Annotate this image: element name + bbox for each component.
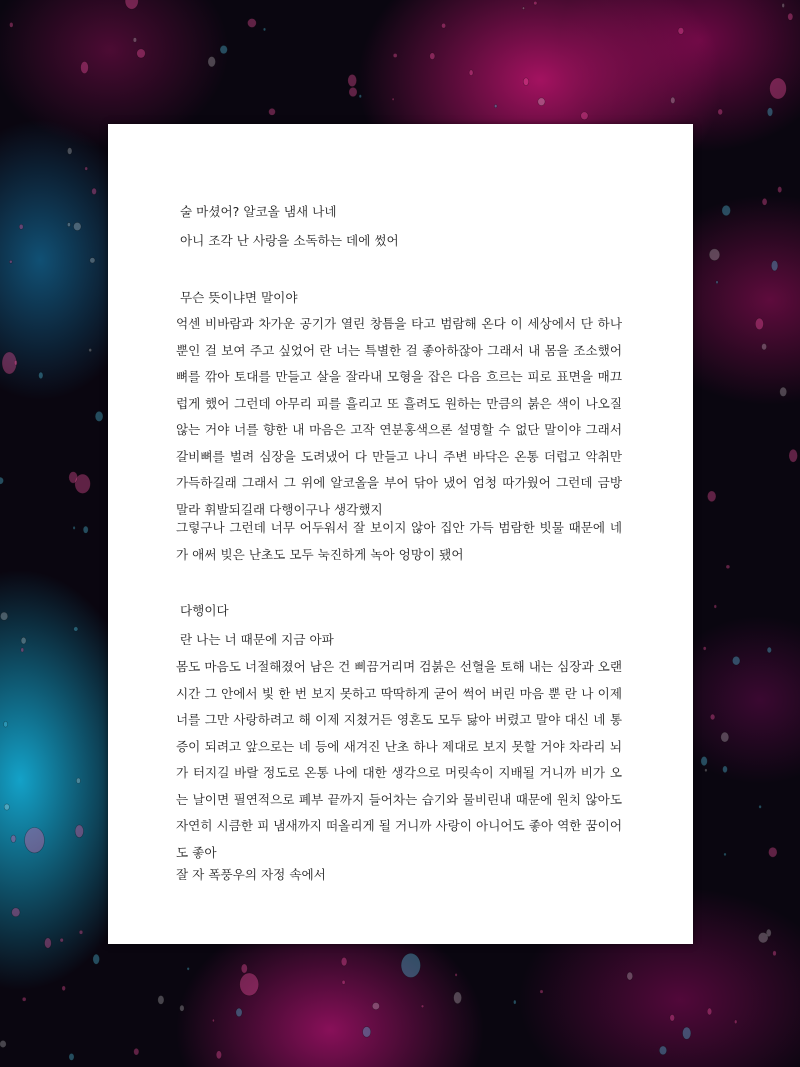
raindrop [718,109,723,115]
raindrop [133,38,136,43]
raindrop [726,565,730,569]
raindrop [69,472,78,484]
raindrop [770,78,787,99]
raindrop [670,1015,675,1022]
raindrop [67,223,70,227]
raindrop [19,224,23,229]
raindrop [723,766,728,773]
raindrop [767,108,772,117]
raindrop [755,318,763,330]
raindrop [716,281,718,284]
raindrop [85,167,88,170]
raindrop [659,1046,666,1055]
raindrop [92,188,97,194]
raindrop [421,1005,424,1008]
raindrop [789,449,798,462]
raindrop [95,411,103,421]
raindrop [14,360,17,365]
raindrop [494,105,497,108]
raindrop [241,964,247,973]
raindrop [187,967,189,970]
raindrop [767,647,771,653]
raindrop [12,908,20,917]
raindrop [759,805,762,808]
raindrop [22,997,26,1001]
raindrop [9,260,12,263]
text-page [108,124,693,944]
raindrop [734,1020,737,1024]
raindrop [0,477,4,484]
raindrop [341,957,347,966]
raindrop [671,97,675,103]
raindrop [11,835,16,842]
raindrop [707,1008,712,1015]
raindrop [707,491,716,502]
text-line-1: 술 마셨어? 알코올 냄새 나네 [180,204,337,219]
raindrop [762,198,767,205]
raindrop [79,930,83,934]
raindrop [81,61,89,73]
raindrop [269,108,276,115]
paragraph-2: 그렇구나 그런데 너무 어두워서 잘 보이지 않아 집안 가득 범람한 빗물 때문에 네가 애써 빚은 난초도 모두 눅진하게 녹아 엉망이 됐어 [176,520,622,562]
raindrop [514,1000,517,1004]
raindrop [125,0,138,9]
raindrop [69,1053,74,1060]
paragraph-3: 몸도 마음도 너절해졌어 남은 건 삐끔거리며 검붉은 선혈을 토해 내는 심장과 오랜 시간 그 안에서 빛 한 번 보지 못하고 딱딱하게 굳어 썩어 버린 마음 뿐 란 나 이제 너를 그만 사랑하려고 해 이제 지쳤거든 영혼도 모두 닳아 버렸고 말야 대신 네 통증이 되려고 앞으로는 네 등에 새겨진 난초 하나 제대로 보지 못할 거야 차라리 뇌가 터지길 바랄 정도로 온통 나에 대한 생각으로 머릿속이 지배될 거니까 비가 오는 날이면 필연적으로 폐부 끝까지 들어차는 습기와 물비린내 때문에 원치 않아도 자연히 시큼한 피 냄새까지 떠올리게 될 거니까 사랑이 아니어도 좋아 역한 꿈이어도 좋아 [176,659,622,860]
raindrop [762,344,767,350]
text-line-6: 잘 자 폭풍우의 자정 속에서 [176,867,326,882]
raindrop [73,526,75,529]
raindrop [74,627,78,631]
raindrop [45,938,52,948]
raindrop [208,57,216,67]
raindrop [248,19,257,28]
raindrop [454,992,462,1004]
raindrop [60,938,63,942]
raindrop [683,1027,691,1039]
raindrop [722,205,731,216]
raindrop [212,1019,214,1022]
raindrop [769,847,778,857]
raindrop [705,769,707,772]
raindrop [83,526,88,533]
raindrop [4,721,8,727]
raindrop [534,1,537,5]
raindrop [263,28,265,31]
raindrop [523,78,528,86]
raindrop [90,258,95,263]
raindrop [780,387,787,396]
raindrop [710,714,715,720]
raindrop [442,23,446,28]
raindrop [349,87,357,96]
raindrop [703,647,706,651]
raindrop [236,1008,242,1017]
raindrop [401,953,420,977]
raindrop [721,732,729,742]
raindrop [75,825,83,838]
raindrop [62,986,66,991]
raindrop [93,954,100,964]
raindrop [538,98,545,106]
text-line-5: 란 나는 너 때문에 지금 아파 [180,632,334,647]
raindrop [240,973,259,996]
raindrop [372,1003,379,1010]
raindrop [39,372,43,379]
raindrop [701,756,707,765]
raindrop [522,7,524,10]
raindrop [392,98,394,101]
raindrop [158,996,164,1005]
raindrop [342,980,345,984]
raindrop [540,990,543,993]
raindrop [455,973,457,976]
raindrop [724,853,726,856]
text-line-3: 무슨 뜻이냐면 말이야 [180,290,298,305]
raindrop [21,648,24,652]
raindrop [359,95,361,98]
raindrop [788,13,793,20]
raindrop [773,951,777,956]
paragraph-1: 억센 비바람과 차가운 공기가 열린 창틈을 타고 범람해 온다 이 세상에서 단 하나뿐인 걸 보여 주고 싶었어 란 너는 특별한 걸 좋아하잖아 그래서 내 몸을 조소했어 뼈를 깎아 토대를 만들고 살을 잘라내 모형을 잡은 다음 흐르는 피로 표면을 매끄럽게 했어 그런데 아무리 피를 흘리고 또 흘려도 원하는 만큼의 붉은 색이 나오질 않는 거야 너를 향한 내 마음은 고작 연분홍색으론 설명할 수 없단 말이야 그래서 갈비뼈를 벌려 심장을 도려냈어 다 만들고 나니 주변 바닥은 온통 더럽고 악취만 가득하길래 그래서 그 위에 알코올을 부어 닦아 냈어 엄청 따가웠어 그런데 금방 말라 휘발되길래 다행이구나 생각했지 [176,316,622,517]
raindrop [220,45,227,53]
raindrop [778,187,782,193]
raindrop [581,112,588,120]
raindrop [771,261,778,271]
raindrop [0,1040,6,1047]
raindrop [393,53,397,57]
raindrop [10,22,14,27]
raindrop [430,53,435,60]
raindrop [782,3,785,7]
raindrop [76,778,80,783]
raindrop [627,972,633,980]
raindrop [348,74,357,86]
raindrop [0,612,7,620]
raindrop [678,27,684,34]
raindrop [25,828,45,853]
raindrop [74,222,82,230]
raindrop [21,637,26,644]
raindrop [216,1051,221,1059]
raindrop [137,49,146,58]
raindrop [67,148,72,155]
raindrop [709,249,720,261]
raindrop [732,656,740,665]
raindrop [714,605,717,608]
raindrop [469,70,473,76]
raindrop [758,933,768,943]
text-line-4: 다행이다 [180,603,229,618]
text-line-2: 아니 조각 난 사랑을 소독하는 데에 썼어 [180,233,399,248]
raindrop [4,804,9,810]
raindrop [180,1005,184,1011]
raindrop [134,1048,139,1055]
raindrop [363,1027,371,1038]
raindrop [89,349,92,352]
